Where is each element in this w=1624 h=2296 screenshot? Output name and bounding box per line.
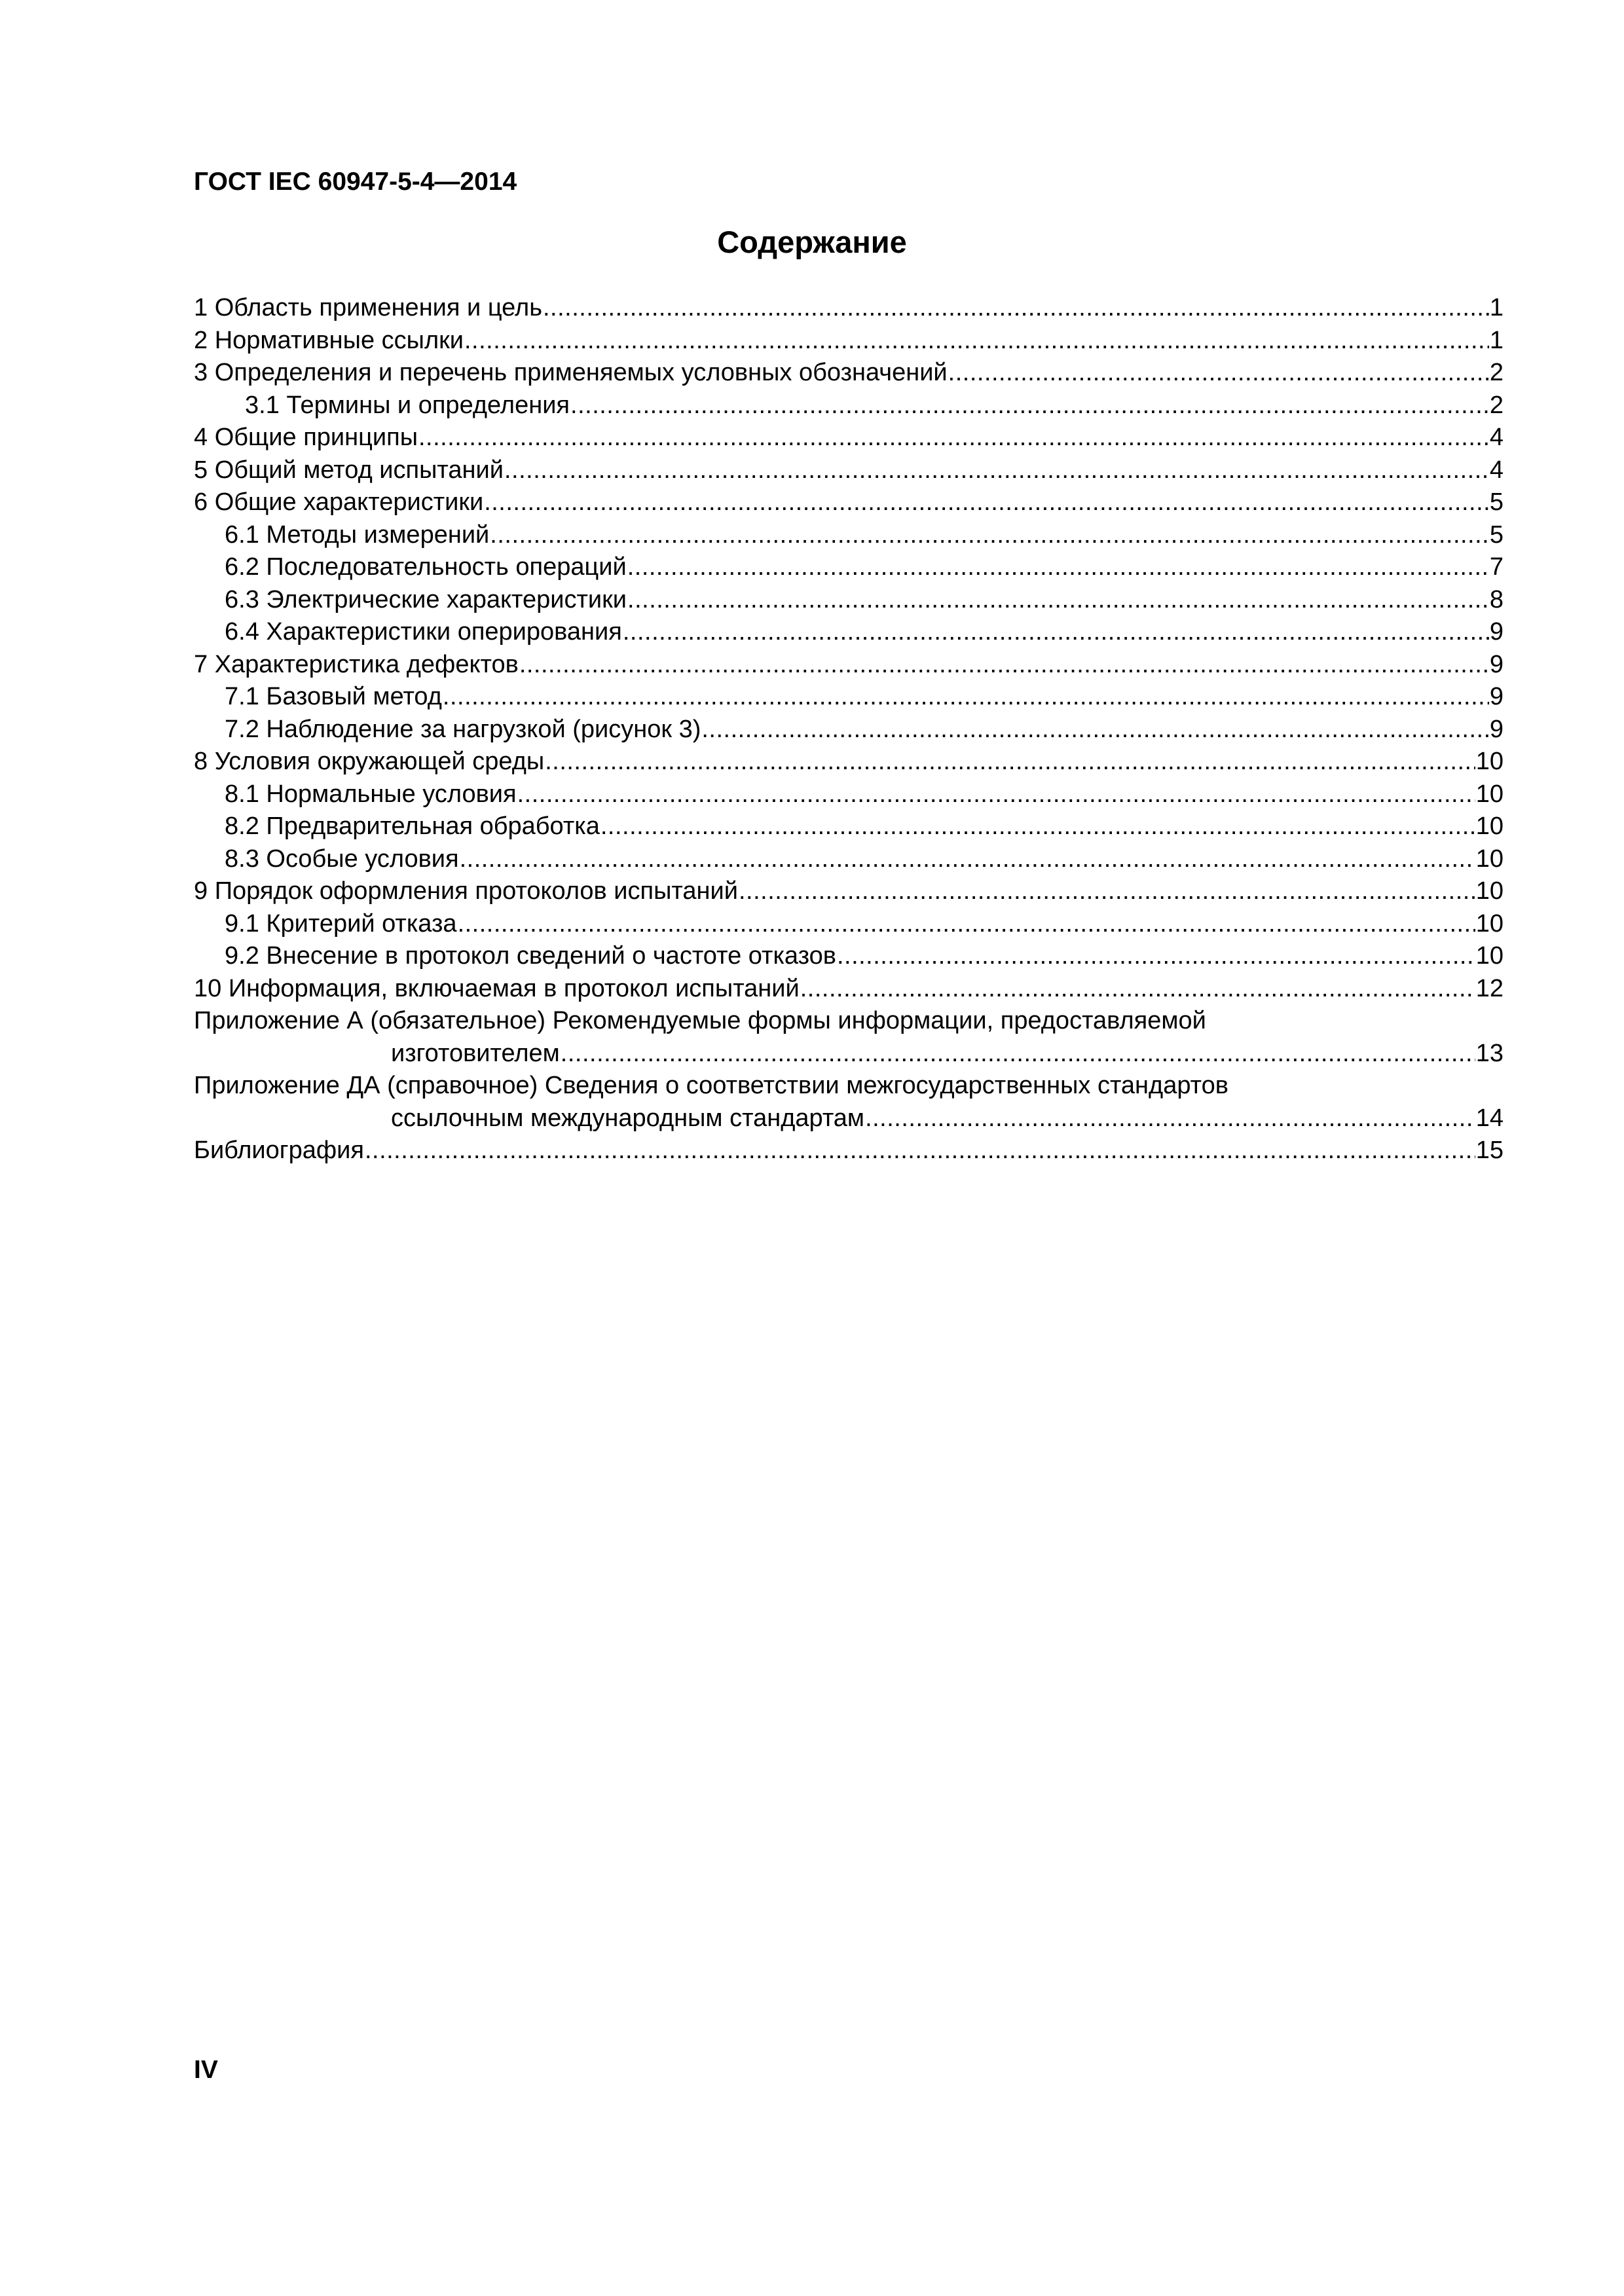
toc-subentry[interactable] [194, 714, 1504, 746]
toc-annex-title: Приложение А (обязательное) Рекомендуемые формы информации, предоставляемой [194, 1007, 1206, 1034]
toc-entry-page: 1 [1489, 326, 1504, 354]
toc-entry-page: 10 [1475, 748, 1504, 775]
toc-entry-text: 8 Условия окружающей среды [194, 748, 545, 775]
dot-leader [701, 714, 1488, 746]
dot-leader [837, 940, 1475, 973]
toc-entry[interactable] [194, 875, 1504, 908]
dot-leader [570, 390, 1489, 422]
toc-annex-da[interactable] [194, 1070, 1504, 1135]
toc-entry-text: 1 Область применения и цель [194, 294, 542, 321]
toc-entry-text: 6 Общие характеристики [194, 488, 484, 516]
toc-entry-text: Библиография [194, 1137, 364, 1164]
dot-leader [545, 746, 1475, 778]
toc-entry-page: 10 [1475, 812, 1504, 840]
toc-entry-page: 9 [1489, 618, 1504, 646]
toc-entry-text: 8.2 Предварительная обработка [225, 812, 600, 840]
toc-entry-text: 6.4 Характеристики оперирования [225, 618, 622, 646]
toc-entry-text: 9.1 Критерий отказа [225, 909, 457, 938]
toc-entry-page: 10 [1475, 909, 1504, 938]
toc-entry-text: изготовителем [391, 1039, 560, 1067]
dot-leader [504, 454, 1489, 487]
toc-subentry[interactable] [194, 778, 1504, 811]
dot-leader [865, 1102, 1475, 1135]
toc-entry-text: 9 Порядок оформления протоколов испытаний [194, 877, 738, 905]
toc-entry[interactable] [194, 486, 1504, 519]
dot-leader [627, 551, 1489, 584]
toc-entry-page: 7 [1489, 553, 1504, 581]
toc-bibliography[interactable] [194, 1135, 1504, 1167]
toc-entry[interactable] [194, 454, 1504, 487]
dot-leader [561, 1038, 1475, 1070]
toc-annex-continuation [194, 1038, 1504, 1070]
toc-entry-page: 9 [1489, 683, 1504, 710]
toc-entry-text: 4 Общие принципы [194, 424, 418, 451]
dot-leader [543, 292, 1489, 325]
toc-subentry[interactable] [194, 390, 1504, 422]
toc-entry-page: 9 [1489, 715, 1504, 743]
toc-subentry[interactable] [194, 551, 1504, 584]
toc-subentry[interactable] [194, 681, 1504, 714]
toc-entry-text: 8.3 Особые условия [225, 845, 459, 873]
document-header: ГОСТ IEC 60947-5-4—2014 [194, 168, 517, 196]
dot-leader [627, 584, 1489, 617]
toc-entry-text: 7 Характеристика дефектов [194, 650, 519, 678]
dot-leader [418, 422, 1489, 454]
toc-entry-page: 4 [1489, 456, 1504, 484]
toc-entry[interactable] [194, 422, 1504, 454]
dot-leader [517, 778, 1475, 811]
toc-entry-page: 8 [1489, 585, 1504, 613]
toc-entry-page: 10 [1475, 877, 1504, 905]
toc-entry[interactable] [194, 292, 1504, 325]
dot-leader [623, 616, 1489, 649]
toc-entry-page: 13 [1475, 1039, 1504, 1067]
toc-entry-text: 5 Общий метод испытаний [194, 456, 504, 484]
dot-leader [484, 486, 1489, 519]
toc-entry[interactable] [194, 746, 1504, 778]
toc-entry-page: 10 [1475, 942, 1504, 970]
dot-leader [443, 681, 1489, 714]
page-number: IV [194, 2056, 218, 2084]
toc-annex-continuation [194, 1102, 1504, 1135]
toc-entry-text: 6.2 Последовательность операций [225, 553, 627, 581]
toc-entry-page: 2 [1489, 391, 1504, 419]
toc-entry-page: 10 [1475, 780, 1504, 808]
dot-leader [519, 649, 1489, 682]
toc-entry-text: 3.1 Термины и определения [245, 391, 570, 419]
toc-entry[interactable] [194, 357, 1504, 390]
toc-subentry[interactable] [194, 908, 1504, 941]
dot-leader [464, 325, 1489, 357]
toc-entry[interactable] [194, 325, 1504, 357]
toc-subentry[interactable] [194, 519, 1504, 552]
dot-leader [800, 973, 1475, 1006]
dot-leader [458, 908, 1475, 941]
toc-subentry[interactable] [194, 584, 1504, 617]
toc-entry-text: 9.2 Внесение в протокол сведений о частоте отказов [225, 942, 836, 970]
toc-entry-page: 5 [1489, 520, 1504, 549]
toc-entry-text: ссылочным международным стандартам [391, 1104, 865, 1132]
toc-entry-page: 2 [1489, 359, 1504, 386]
table-of-contents [194, 292, 1504, 1167]
dot-leader [600, 811, 1475, 843]
toc-entry[interactable] [194, 649, 1504, 682]
toc-title: Содержание [717, 225, 907, 259]
toc-entry-text: 6.3 Электрические характеристики [225, 585, 627, 613]
toc-subentry[interactable] [194, 843, 1504, 876]
toc-entry-page: 4 [1489, 424, 1504, 451]
toc-entry-page: 15 [1475, 1137, 1504, 1164]
toc-entry-page: 9 [1489, 650, 1504, 678]
toc-entry-text: 2 Нормативные ссылки [194, 326, 464, 354]
toc-entry-text: 6.1 Методы измерений [225, 520, 490, 549]
toc-entry[interactable] [194, 973, 1504, 1006]
toc-subentry[interactable] [194, 940, 1504, 973]
toc-entry-text: 3 Определения и перечень применяемых условных обозначений [194, 359, 948, 386]
toc-entry-page: 12 [1475, 974, 1504, 1002]
toc-entry-text: 10 Информация, включаемая в протокол испытаний [194, 974, 800, 1002]
toc-subentry[interactable] [194, 616, 1504, 649]
toc-annex-title: Приложение ДА (справочное) Сведения о соответствии межгосударственных стандартов [194, 1072, 1228, 1099]
toc-entry-page: 1 [1489, 294, 1504, 321]
dot-leader [739, 875, 1475, 908]
dot-leader [490, 519, 1489, 552]
toc-annex-a[interactable] [194, 1005, 1504, 1070]
toc-entry-page: 5 [1489, 488, 1504, 516]
toc-entry-text: 7.1 Базовый метод [225, 683, 442, 710]
toc-subentry[interactable] [194, 811, 1504, 843]
dot-leader [365, 1135, 1475, 1167]
toc-entry-text: 7.2 Наблюдение за нагрузкой (рисунок 3) [225, 715, 701, 743]
dot-leader [948, 357, 1489, 390]
toc-entry-text: 8.1 Нормальные условия [225, 780, 517, 808]
dot-leader [460, 843, 1475, 876]
toc-entry-page: 14 [1475, 1104, 1504, 1132]
toc-entry-page: 10 [1475, 845, 1504, 873]
